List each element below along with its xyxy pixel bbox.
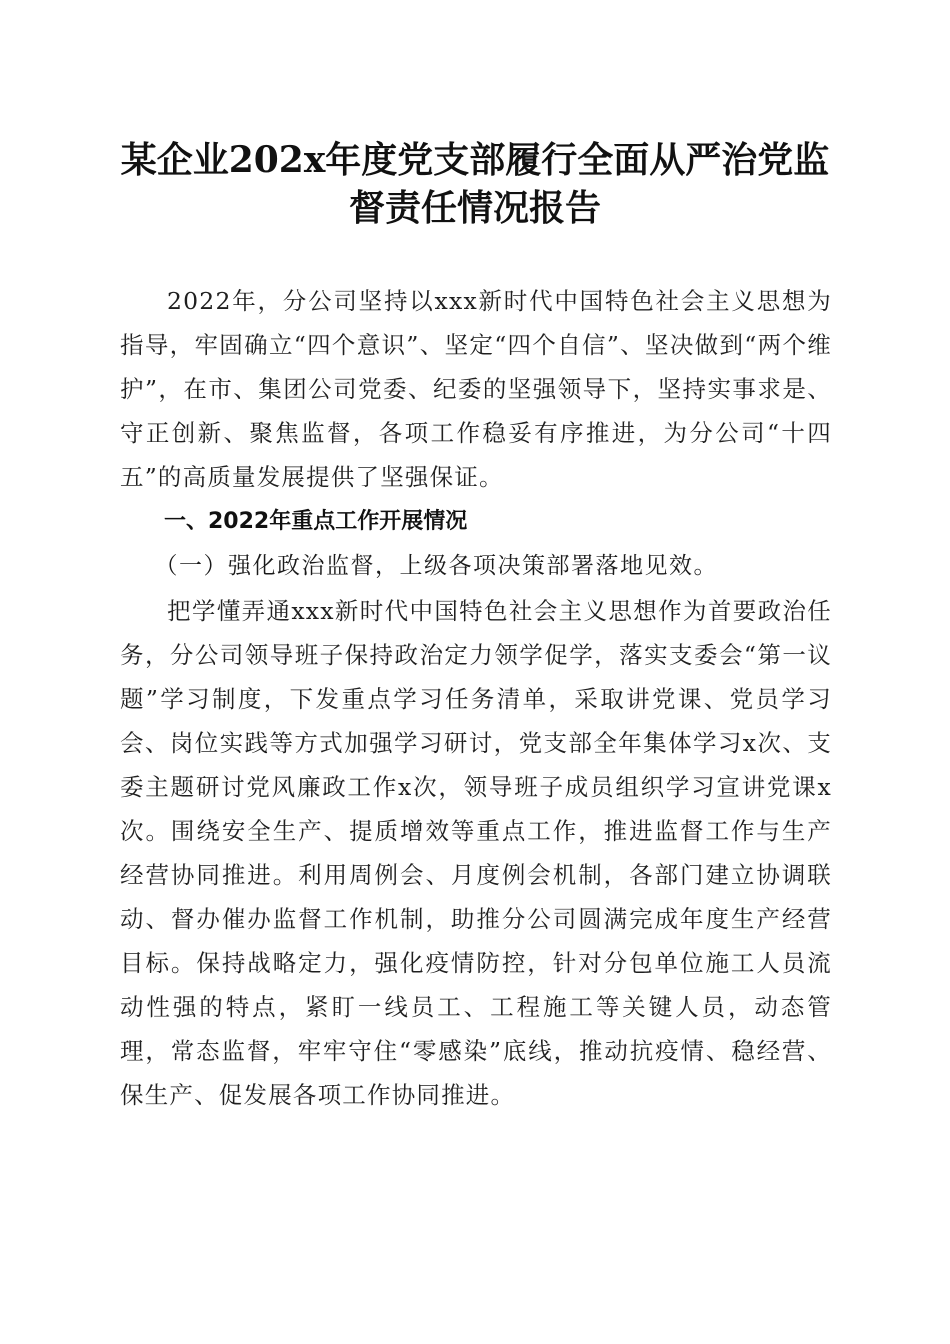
document-title-line-1: 某企业202x年度党支部履行全面从严治党监 (120, 139, 830, 181)
document-title (120, 136, 830, 232)
subsection-1-paragraph: 把学懂弄通xxx新时代中国特色社会主义思想作为首要政治任务，分公司领导班子保持政治定力领学促学，落实支委会“第一议题”学习制度，下发重点学习任务清单，采取讲党课、党员学习会、岗位实践等方式加强学习研讨，党支部全年集体学习x次、支委主题研讨党风廉政工作x次，领导班子成员组织学习宣讲党课x次。围绕安全生产、提质增效等重点工作，推进监督工作与生产经营协同推进。利用周例会、月度例会机制，各部门建立协调联动、督办催办监督工作机制，助推分公司圆满完成年度生产经营目标。保持战略定力，强化疫情防控，针对分包单位施工人员流动性强的特点，紧盯一线员工、工程施工等关键人员，动态管理，常态监督，牢牢守住“零感染”底线，推动抗疫情、稳经营、保生产、促发展各项工作协同推进。 (120, 597, 832, 1109)
document-title-line-2: 督责任情况报告 (348, 187, 601, 229)
subsection-1-heading: （一）强化政治监督，上级各项决策部署落地见效。 (154, 553, 718, 579)
intro-paragraph: 2022年，分公司坚持以xxx新时代中国特色社会主义思想为指导，牢固确立“四个意识”、坚定“四个自信”、坚决做到“两个维护”，在市、集团公司党委、纪委的坚强领导下，坚持实事求是、守正创新、聚焦监督，各项工作稳妥有序推进，为分公司“十四五”的高质量发展提供了坚强保证。 (120, 287, 832, 491)
section-1-heading: 一、2022年重点工作开展情况 (164, 509, 468, 534)
